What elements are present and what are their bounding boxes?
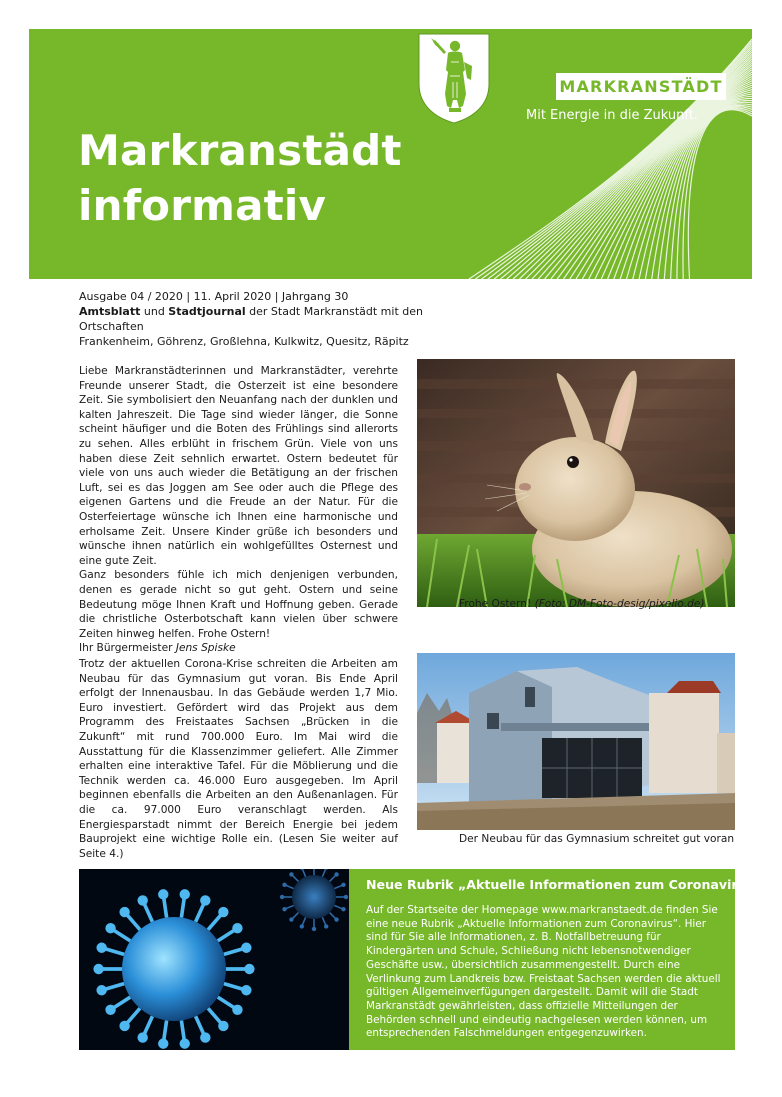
stadtjournal-label: Stadtjournal (168, 305, 246, 318)
city-logo: MARKRANSTÄDT (556, 73, 726, 100)
school-building-photo (417, 653, 735, 830)
easter-paragraph-1: Liebe Markranstädterinnen und Markranstädter, verehrte Freunde unserer Stadt, die Osterzeit ist eine besondere Zeit. Sie symbolisiert den Neuanfang nach der dunklen und kalten Jahreszeit. Die Tage sind wieder länger, die Sonne scheint häufiger und die Boten des Frühlings sind allerorts zu sehen. Alles erblüht in frischem Grün. Viele von uns haben diese Zeit sehnlich erwartet. Ostern bedeutet für viele von uns auch wieder die Betätigung an der frischen Luft, sei es das Joggen am See oder auch die Pflege des eigenen Gartens und die Freude an der Natur. Für die Osterfeiertage wünsche ich Ihnen eine harmonische und erholsame Zeit. Unsere Kinder grüße ich besonders und wünsche ihnen natürlich ein wohlgefülltes Osternest und eine gute Zeit. (79, 365, 398, 567)
corona-info-box (349, 869, 763, 1050)
mayor-signature (79, 641, 398, 656)
corona-heading: Neue Rubrik „Aktuelle Informationen zum Coronavirus“ (366, 877, 763, 892)
title-line-1: Markranstädt (78, 126, 402, 175)
caption-credit: (Foto: DM-Foto-desig/pixelio.de) (534, 598, 705, 610)
districts-line: Frankenheim, Göhrenz, Großlehna, Kulkwitz, Quesitz, Räpitz (79, 335, 409, 348)
easter-greeting-text (79, 364, 398, 656)
page-title (78, 123, 402, 233)
title-line-2: informativ (78, 181, 327, 230)
easter-paragraph-2: Ganz besonders fühle ich mich denjenigen verbunden, denen es gerade nicht so gut geht. Ostern und seine Bedeutung möge Ihnen Kraft und Hoffnung geben. Gerade die christliche Osterbotschaft kann vielen über schwere Zeiten hinweg helfen. Frohe Ostern! (79, 569, 398, 640)
amtsblatt-label: Amtsblatt (79, 305, 141, 318)
bunny-photo-caption (459, 598, 705, 610)
school-construction-text (79, 657, 398, 861)
issue-line: Ausgabe 04 / 2020 | 11. April 2020 | Jahrgang 30 (79, 290, 349, 303)
coronavirus-image (79, 869, 349, 1050)
signature-label: Ihr Bürgermeister (79, 642, 176, 655)
corona-body: Auf der Startseite der Homepage www.markranstaedt.de finden Sie eine neue Rubrik „Aktuelle Informationen zum Coronavirus“. Hier sind für Sie alle Informationen, z. B. Notfallbetreuung für Kindergärten und Schule, Schließung nicht lebensnotwendiger Geschäfte usw., übersichtlich zusammengestellt. Durch eine Verlinkung zum Landkreis bzw. Freistaat Sachsen werden die aktuell gültigen Allgemeinverfügungen dargestellt. Damit will die Stadt Markranstädt gewährleisten, dass offizielle Mitteilungen der Behörden schnell und eindeutig nachgelesen werden können, um entsprechenden Falschmeldungen entgegenzuwirken. (366, 904, 721, 1040)
masthead (29, 29, 752, 279)
und-label: und (140, 305, 169, 318)
school-photo-caption: Der Neubau für das Gymnasium schreitet gut voran (459, 833, 735, 845)
issue-info (79, 289, 479, 349)
easter-bunny-photo (417, 359, 735, 607)
mayor-name: Jens Spiske (175, 642, 236, 655)
publication-rest: der Stadt Markranstädt mit den Ortschaften (79, 305, 423, 333)
caption-main: Frohe Ostern! (459, 598, 535, 610)
slogan: Mit Energie in die Zukunft. (526, 108, 698, 123)
city-coat-of-arms (417, 32, 491, 124)
publication-line (79, 304, 479, 334)
school-paragraph: Trotz der aktuellen Corona-Krise schreiten die Arbeiten am Neubau für das Gymnasium gut voran. Bis Ende April erfolgt der Innenausbau. In das Gebäude werden 1,7 Mio. Euro investiert. Gefördert wird das Projekt aus dem Programm des Freistaates Sachsen „Brücken in die Zukunft“ mit rund 700.000 Euro. Im Mai wird die Ausstattung für die Klassenzimmer geliefert. Alle Zimmer erhalten eine interaktive Tafel. Für die Möblierung und die Technik werden ca. 46.000 Euro ausgegeben. Im April beginnen ebenfalls die Arbeiten an den Außenanlagen. Für die ca. 97.000 Euro veranschlagt werden. Als Energiesparstadt nimmt der Bereich Energie bei jedem Bauprojekt eine wichtige Rolle ein. (Lesen Sie weiter auf Seite 4.) (79, 658, 398, 860)
